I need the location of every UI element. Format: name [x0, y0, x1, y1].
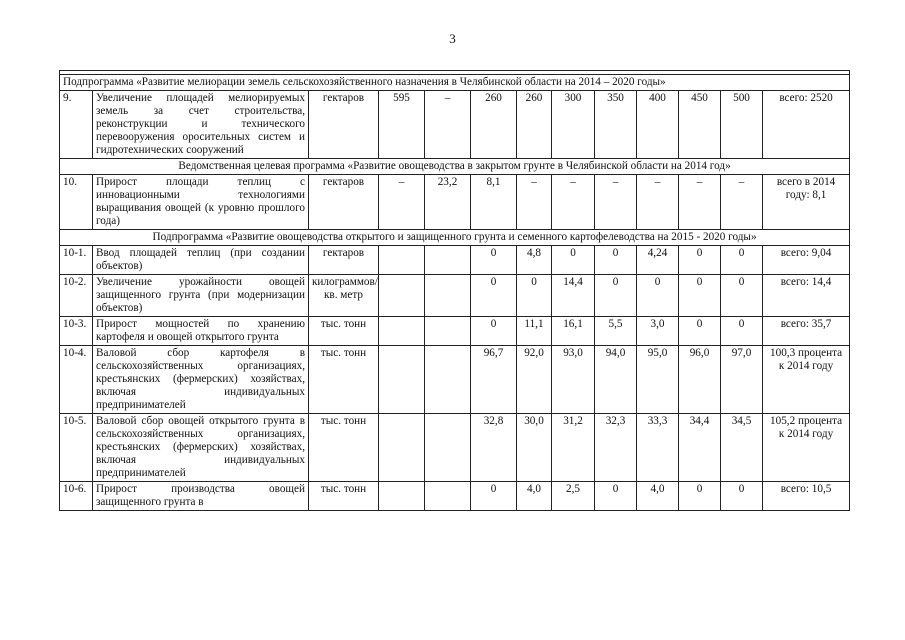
table-row — [60, 275, 850, 317]
table-row — [60, 346, 850, 414]
value-cell: 8,1 — [471, 175, 517, 230]
value-cell: 31,2 — [552, 414, 595, 482]
table-row — [60, 414, 850, 482]
value-cell: 0 — [679, 317, 721, 346]
table-row — [60, 317, 850, 346]
indicator-name: Валовой сбор овощей открытого грунта в сельскохозяйственных организациях, крестьянских (фермерских) хозяйствах, включая индивидуальных предпринимателей — [93, 414, 309, 482]
total-cell: всего: 2520 — [763, 91, 850, 159]
value-cell: 0 — [595, 275, 637, 317]
value-cell — [425, 414, 471, 482]
value-cell: 350 — [595, 91, 637, 159]
value-cell: 34,4 — [679, 414, 721, 482]
value-cell: 400 — [637, 91, 679, 159]
indicator-name: Прирост мощностей по хранению картофеля и овощей открытого грунта — [93, 317, 309, 346]
page-number: 3 — [449, 31, 456, 46]
value-cell: 14,4 — [552, 275, 595, 317]
row-number: 10-2. — [60, 275, 93, 317]
value-cell: 0 — [721, 275, 763, 317]
indicators-table — [59, 70, 850, 511]
value-cell — [379, 317, 425, 346]
value-cell: 95,0 — [637, 346, 679, 414]
value-cell — [425, 346, 471, 414]
value-cell: 0 — [721, 482, 763, 511]
value-cell: 450 — [679, 91, 721, 159]
value-cell: – — [595, 175, 637, 230]
value-cell: 94,0 — [595, 346, 637, 414]
value-cell: 0 — [721, 317, 763, 346]
table-row — [60, 175, 850, 230]
value-cell: – — [637, 175, 679, 230]
subprogram-heading-row — [60, 159, 850, 175]
value-cell: 5,5 — [595, 317, 637, 346]
value-cell: 0 — [471, 482, 517, 511]
value-cell: 23,2 — [425, 175, 471, 230]
value-cell: 97,0 — [721, 346, 763, 414]
value-cell: 30,0 — [517, 414, 552, 482]
value-cell: 4,8 — [517, 246, 552, 275]
value-cell: 0 — [595, 246, 637, 275]
value-cell — [379, 246, 425, 275]
row-number: 10-3. — [60, 317, 93, 346]
value-cell: 92,0 — [517, 346, 552, 414]
value-cell — [425, 317, 471, 346]
value-cell — [379, 346, 425, 414]
value-cell — [425, 482, 471, 511]
subprogram-heading-row — [60, 230, 850, 246]
value-cell: 96,7 — [471, 346, 517, 414]
value-cell: 32,3 — [595, 414, 637, 482]
indicator-name: Увеличение урожайности овощей защищенного грунта (при модернизации объектов) — [93, 275, 309, 317]
value-cell: 11,1 — [517, 317, 552, 346]
total-cell: всего: 10,5 — [763, 482, 850, 511]
indicator-name: Увеличение площадей мелиорируемых земель за счет строительства, реконструкции и технического перевооружения оросительных систем и гидротехнических сооружений — [93, 91, 309, 159]
value-cell: 93,0 — [552, 346, 595, 414]
total-cell: всего: 14,4 — [763, 275, 850, 317]
value-cell: 4,24 — [637, 246, 679, 275]
unit-cell: тыс. тонн — [309, 317, 379, 346]
unit-cell: гектаров — [309, 91, 379, 159]
value-cell: 16,1 — [552, 317, 595, 346]
value-cell: – — [552, 175, 595, 230]
row-number: 10-5. — [60, 414, 93, 482]
indicator-name: Валовой сбор картофеля в сельскохозяйственных организациях, крестьянских (фермерских) хозяйствах, включая индивидуальных предпринимателей — [93, 346, 309, 414]
value-cell: 4,0 — [637, 482, 679, 511]
value-cell: 32,8 — [471, 414, 517, 482]
value-cell: 260 — [471, 91, 517, 159]
value-cell: 0 — [679, 482, 721, 511]
value-cell: 0 — [637, 275, 679, 317]
value-cell: 33,3 — [637, 414, 679, 482]
value-cell: 595 — [379, 91, 425, 159]
value-cell: – — [425, 91, 471, 159]
unit-cell: килограммов/кв. метр — [309, 275, 379, 317]
total-cell: 100,3 процента к 2014 году — [763, 346, 850, 414]
total-cell: всего: 9,04 — [763, 246, 850, 275]
value-cell: 96,0 — [679, 346, 721, 414]
value-cell: 4,0 — [517, 482, 552, 511]
row-number: 10-6. — [60, 482, 93, 511]
value-cell: 2,5 — [552, 482, 595, 511]
unit-cell: гектаров — [309, 246, 379, 275]
value-cell — [379, 275, 425, 317]
unit-cell: тыс. тонн — [309, 482, 379, 511]
subprogram-title: Подпрограмма «Развитие мелиорации земель сельскохозяйственного назначения в Челябинской области на 2014 – 2020 годы» — [60, 75, 850, 91]
value-cell — [425, 275, 471, 317]
value-cell: – — [517, 175, 552, 230]
row-number: 10-1. — [60, 246, 93, 275]
value-cell: 0 — [552, 246, 595, 275]
unit-cell: тыс. тонн — [309, 414, 379, 482]
unit-cell: тыс. тонн — [309, 346, 379, 414]
value-cell: – — [679, 175, 721, 230]
indicator-name: Ввод площадей теплиц (при создании объектов) — [93, 246, 309, 275]
value-cell: 0 — [721, 246, 763, 275]
value-cell: – — [379, 175, 425, 230]
value-cell: 3,0 — [637, 317, 679, 346]
value-cell: 260 — [517, 91, 552, 159]
indicator-name: Прирост производства овощей защищенного грунта в — [93, 482, 309, 511]
value-cell: 0 — [471, 275, 517, 317]
table-row — [60, 246, 850, 275]
table-row — [60, 482, 850, 511]
value-cell: 0 — [679, 246, 721, 275]
table-row — [60, 91, 850, 159]
subprogram-title: Подпрограмма «Развитие овощеводства открытого и защищенного грунта и семенного картофелеводства на 2015 - 2020 годы» — [60, 230, 850, 246]
subprogram-heading-row — [60, 75, 850, 91]
value-cell: 500 — [721, 91, 763, 159]
value-cell: 0 — [471, 246, 517, 275]
value-cell: – — [721, 175, 763, 230]
row-number: 10. — [60, 175, 93, 230]
total-cell: всего: 35,7 — [763, 317, 850, 346]
unit-cell: гектаров — [309, 175, 379, 230]
value-cell: 0 — [471, 317, 517, 346]
total-cell: 105,2 процента к 2014 году — [763, 414, 850, 482]
value-cell — [425, 246, 471, 275]
subprogram-title: Ведомственная целевая программа «Развитие овощеводства в закрытом грунте в Челябинской области на 2014 год» — [60, 159, 850, 175]
value-cell: 34,5 — [721, 414, 763, 482]
value-cell — [379, 414, 425, 482]
value-cell: 0 — [595, 482, 637, 511]
indicator-name: Прирост площади теплиц с инновационными технологиями выращивания овощей (к уровню прошлого года) — [93, 175, 309, 230]
row-number: 9. — [60, 91, 93, 159]
value-cell: 0 — [679, 275, 721, 317]
row-number: 10-4. — [60, 346, 93, 414]
value-cell: 0 — [517, 275, 552, 317]
value-cell — [379, 482, 425, 511]
value-cell: 300 — [552, 91, 595, 159]
total-cell: всего в 2014 году: 8,1 — [763, 175, 850, 230]
